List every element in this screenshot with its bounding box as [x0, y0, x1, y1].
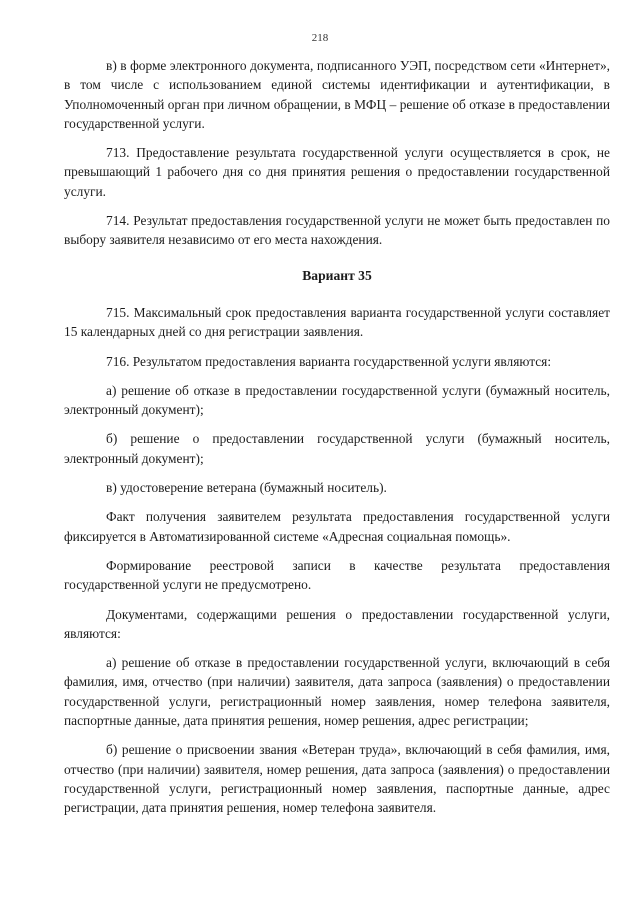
paragraph-remote-decision: в) в форме электронного документа, подписанного УЭП, посредством сети «Интернет», в том числе с использованием единой системы идентификации и аутентификации, в Уполномоченный орган при личном обращении, в МФЦ – решение об отказе в предоставлении государственной услуги. [64, 58, 610, 131]
paragraph-714: 714. Результат предоставления государственной услуги не может быть предоставлен по выбору заявителя независимо от его места нахождения. [64, 213, 610, 248]
paragraph-result-a: а) решение об отказе в предоставлении государственной услуги (бумажный носитель, электронный документ); [64, 382, 610, 418]
paragraph-documents-intro: Документами, содержащими решения о предоставлении государственной услуги, являются: [64, 606, 610, 641]
paragraph-result-b: б) решение о предоставлении государственной услуги (бумажный носитель, электронный документ); [64, 431, 610, 466]
page-number: 218 [311, 32, 329, 44]
section-heading-variant-35: Вариант 35 [302, 267, 372, 283]
document-body [64, 56, 610, 828]
paragraph-document-b: б) решение о присвоении звания «Ветеран труда», включающий в себя фамилия, имя, отчество (при наличии) заявителя, номер решения, дата запроса (заявления) о предоставлении государственной услуги, регистрационный номер заявления, паспортные данные, адрес регистрации, дата принятия решения, номер телефона заявителя. [64, 742, 610, 816]
paragraph-715: 715. Максимальный срок предоставления варианта государственной услуги составляет 15 календарных дней со дня регистрации заявления. [64, 304, 610, 340]
paragraph-713: 713. Предоставление результата государственной услуги осуществляется в срок, не превышающий 1 рабочего дня со дня принятия решения о предоставлении государственной услуги. [64, 145, 610, 199]
paragraph-registry-record: Формирование реестровой записи в качестве результата предоставления государственной услуги не предусмотрено. [64, 557, 610, 593]
paragraph-716: 716. Результатом предоставления варианта государственной услуги являются: [106, 353, 552, 369]
paragraph-result-c: в) удостоверение ветерана (бумажный носитель). [106, 480, 387, 496]
paragraph-document-a: а) решение об отказе в предоставлении государственной услуги, включающий в себя фамилия, имя, отчество (при наличии) заявителя, дата запроса (заявления) о предоставлении государственной услуги, регистрационный номер заявления, номер телефона заявителя, паспортные данные, дата принятия решения, номер решения, адрес регистрации; [64, 655, 610, 729]
paragraph-result-recorded: Факт получения заявителем результата предоставления государственной услуги фиксируется в Автоматизированной системе «Адресная социальная помощь». [64, 509, 610, 544]
